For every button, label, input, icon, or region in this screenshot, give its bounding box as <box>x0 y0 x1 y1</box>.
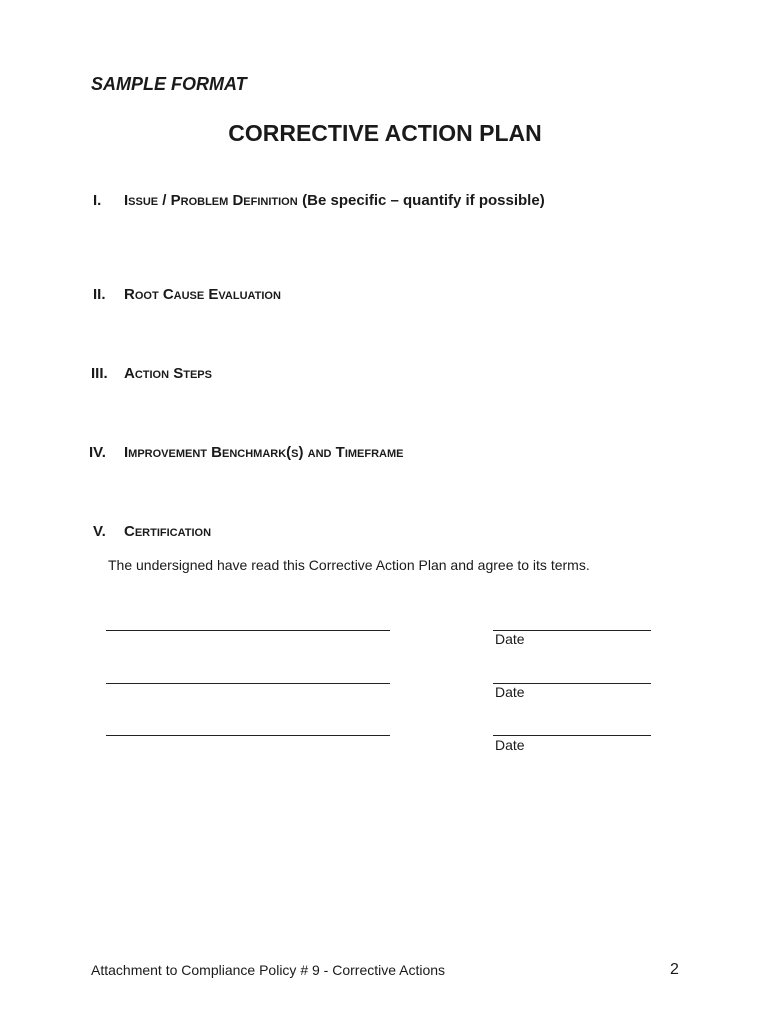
sample-format-label: SAMPLE FORMAT <box>91 74 247 94</box>
section-1-note: (Be specific – quantify if possible) <box>302 192 545 209</box>
section-4-heading: Improvement Benchmark(s) and Timeframe <box>124 444 404 461</box>
signature-line[interactable] <box>106 683 390 684</box>
signature-line[interactable] <box>106 630 390 631</box>
section-1-heading-row <box>124 192 545 210</box>
section-1-heading: Issue / Problem Definition <box>124 192 298 209</box>
date-line[interactable] <box>493 735 651 736</box>
date-label: Date <box>495 684 525 700</box>
section-5-number: V. <box>93 523 106 540</box>
section-2-heading: Root Cause Evaluation <box>124 286 281 303</box>
section-4-number: IV. <box>89 444 106 461</box>
date-label: Date <box>495 737 525 753</box>
date-label: Date <box>495 631 525 647</box>
section-3-number: III. <box>91 365 108 382</box>
section-5-heading: Certification <box>124 523 212 540</box>
page-title: CORRECTIVE ACTION PLAN <box>228 120 542 146</box>
footer-text: Attachment to Compliance Policy # 9 - Corrective Actions <box>91 962 446 978</box>
section-3-heading: Action Steps <box>124 365 212 382</box>
signature-line[interactable] <box>106 735 390 736</box>
section-2-number: II. <box>93 286 106 303</box>
certification-statement: The undersigned have read this Corrective Action Plan and agree to its terms. <box>108 557 590 573</box>
page-number: 2 <box>670 961 679 978</box>
section-1-number: I. <box>93 192 102 209</box>
